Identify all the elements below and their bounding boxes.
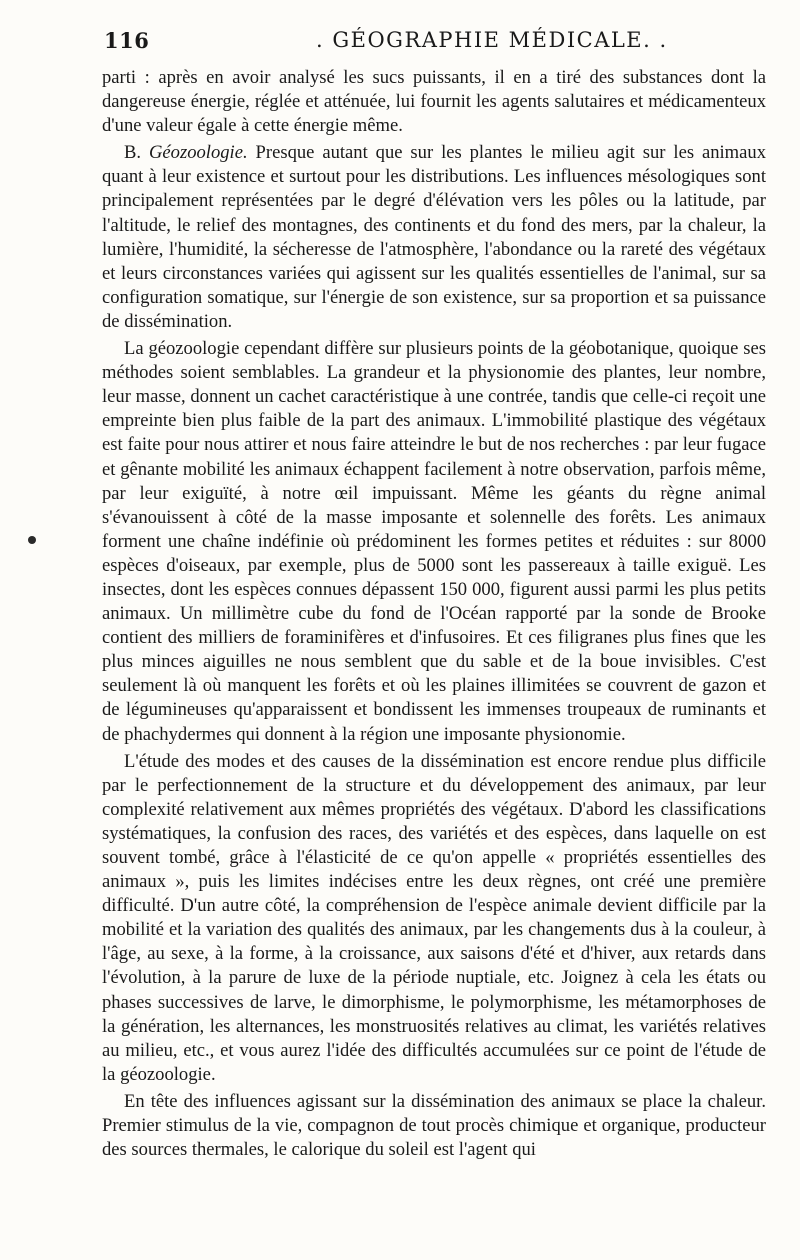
section-label: B. bbox=[124, 142, 142, 164]
page-number: 116 bbox=[104, 28, 150, 53]
running-head bbox=[104, 28, 772, 58]
paragraph-text: Presque autant que sur les plantes le milieu agit sur les animaux quant à leur existence et surtout pour les distributions. Les influences mésologiques sont principalement représentées par le degré d'élévation vers les pôles ou la latitude, par l'altitude, le relief des montagnes, des continents et du fond des mers, par la chaleur, la lumière, l'humidité, la sécheresse de l'atmosphère, l'abondance ou la rareté des végétaux et leurs circonstances variées qui agissent sur les qualités essentielles de l'animal, sur sa configuration somatique, sur l'énergie de son existence, sur sa proportion et sa puissance de dissémination. bbox=[102, 142, 766, 332]
paragraph-continued: parti : après en avoir analysé les sucs puissants, il en a tiré des substances dont la dangereuse énergie, réglée et atténuée, lui fournit les agents salutaires et médicamenteux d'une valeur égale à cette énergie même. bbox=[102, 67, 766, 137]
paragraph: L'étude des modes et des causes de la dissémination est encore rendue plus difficile par le perfectionnement de la structure et du développement des animaux, par leur complexité relativement aux mêmes propriétés des végétaux. D'abord les classifications systématiques, la confusion des races, des variétés et des espèces, dans laquelle on est souvent tombé, grâce à l'élasticité de ce qu'on appelle « propriétés essentielles des animaux », puis les limites indécises entre les deux règnes, ont créé une première difficulté. D'un autre côté, la compréhension de l'espèce animale devient difficile par la mobilité et la variation des qualités des animaux, par les changements dus à la couleur, à l'âge, au sexe, à la forme, à la croissance, aux saisons d'été et d'hiver, aux retards dans l'évolution, à la parure de luxe de la période nuptiale, etc. Joignez à cela les états ou phases successives de larve, le dimorphisme, le polymorphisme, les métamorphoses de la génération, les alternances, les monstruosités relatives au climat, les variétés relatives au milieu, etc., et vous aurez l'idée des difficultés accumulées sur ce point de l'étude de la géozoologie. bbox=[102, 750, 766, 1085]
body-text bbox=[102, 66, 766, 1162]
paragraph: En tête des influences agissant sur la dissémination des animaux se place la chaleur. Premier stimulus de la vie, compagnon de tout procès chimique et organique, producteur des sources thermales, le calorique du soleil est l'agent qui bbox=[102, 1090, 766, 1161]
running-title: . GÉOGRAPHIE MÉDICALE. . bbox=[316, 28, 668, 52]
paragraph: La géozoologie cependant diffère sur plusieurs points de la géobotanique, quoique ses méthodes soient semblables. La grandeur et la physionomie des plantes, leur nombre, leur masse, donnent un cachet caractéristique à une contrée, tandis que celle-ci reçoit une empreinte bien plus faible de la part des animaux. L'immobilité plastique des végétaux est faite pour nous attirer et nous faire atteindre le but de nos recherches : par leur fugace et gênante mobilité les animaux échappent facilement à notre observation, parfois même, par leur exiguïté, à notre œil impuissant. Même les géants du règne animal s'évanouissent à côté de la masse imposante et solennelle des forêts. Les animaux forment une chaîne indéfinie où prédominent les formes petites et réduites : sur 8000 espèces d'oiseaux, par exemple, plus de 5000 sont les passereaux à taille exiguë. Les insectes, dont les espèces connues dépassent 150 000, figurent aussi parmi les plus petits animaux. Un millimètre cube du fond de l'Océan rapporté par la sonde de Brooke contient des milliers de foraminifères et d'infusoires. Et ces filigranes plus fines que les plus minces aiguilles ne nous semblent que du sable et de la boue invisibles. C'est seulement là où manquent les forêts et où les plaines illimitées se couvrent de gazon et de légumineuses qu'apparaissent et bondissent les immenses troupeaux de ruminants et de phachydermes qui donnent à la région une imposante physionomie. bbox=[102, 338, 766, 745]
paragraph-geozoologie bbox=[102, 141, 766, 334]
section-title: Géozoologie. bbox=[148, 142, 248, 164]
margin-ink-spot bbox=[28, 536, 36, 544]
